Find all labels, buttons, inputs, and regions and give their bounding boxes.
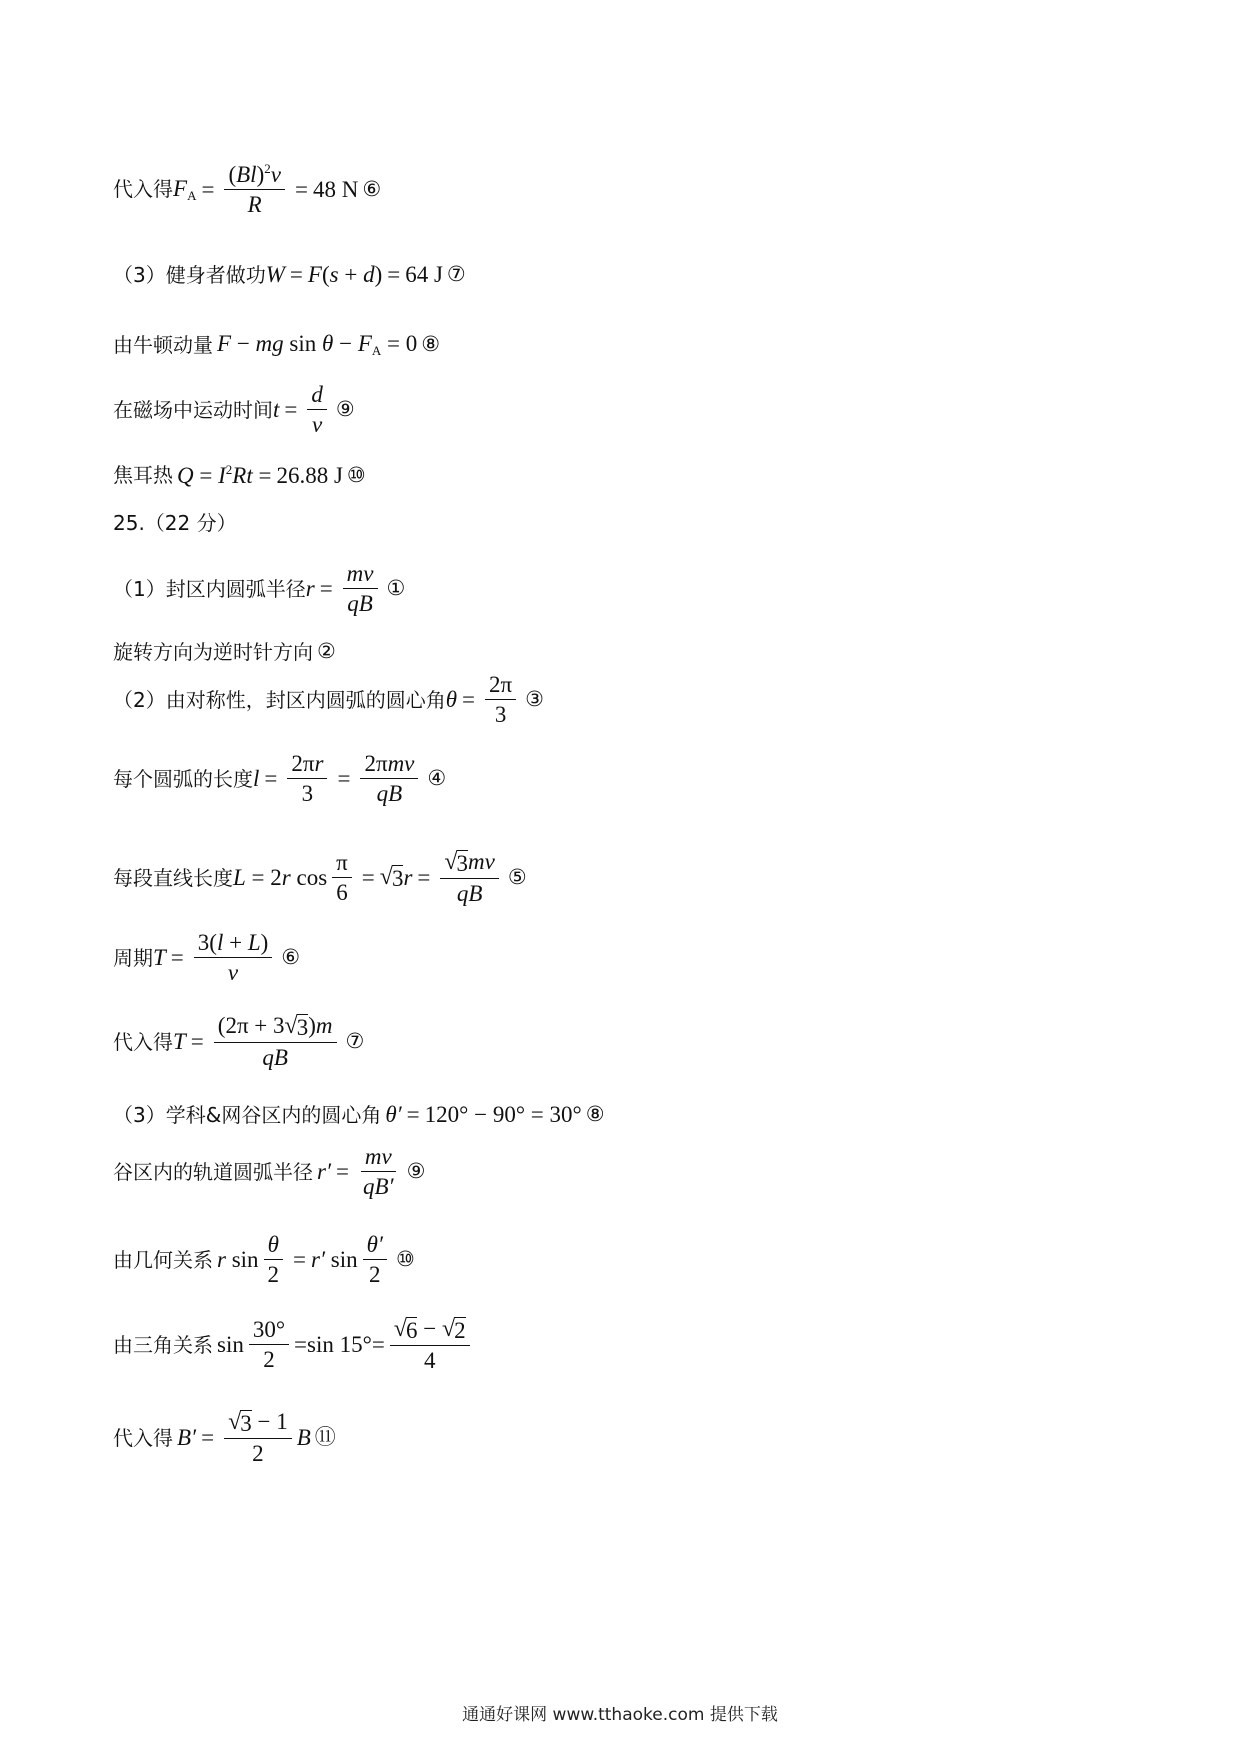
eq-valley-radius: 谷区内的轨道圆弧半径 r′ = $\frac{mv}{qB'}$ ⑨ bbox=[113, 1144, 426, 1199]
eq-time: 在磁场中运动时间 t = $\frac{d}{v}$ ⑨ bbox=[113, 382, 355, 437]
eq-geometry: 由几何关系 r sin $\frac{\theta}{2}$ = r′ sin $\frac{\theta'}{2}$ ⑩ bbox=[113, 1232, 415, 1287]
fraction: $\frac{(Bl)^2v}{R}$ bbox=[224, 162, 285, 216]
rotation-direction: 旋转方向为逆时针方向 ② bbox=[113, 639, 336, 664]
eq-final-b: 代入得 B′ = √ 3 − 1 2 B ⑪ bbox=[113, 1409, 336, 1466]
eq-radius: （1）封区内圆弧半径 r = $\frac{mv}{qB}$ ① bbox=[113, 561, 406, 616]
eq-trig: 由三角关系 sin $\frac{30^\circ}{2}$ = sin 15°= √ 6 − √ 2 4 bbox=[113, 1317, 475, 1372]
question-heading: 25.（22 分） bbox=[113, 511, 237, 535]
eq-work: （3）健身者做功 W = F(s + d) = 64 J ⑦ bbox=[113, 262, 466, 287]
eq-momentum: 由牛顿动量 F − mg $\sin \theta - F_A = 0$ ⑧ bbox=[113, 331, 441, 358]
page-footer: 通通好课网 www.tthaoke.com 提供下载 bbox=[462, 1705, 778, 1725]
eq-period: 周期 T = $\frac{3(l + L)}{v}$ ⑥ bbox=[113, 930, 301, 985]
eq-central-angle: （2）由对称性，封区内圆弧的圆心角 θ = $\frac{2\pi}{3}$ ③ bbox=[113, 672, 544, 727]
eq-ampere-force: 代入得 $F_A$ = $\frac{(Bl)^2v}{R}$ = 48 N ⑥ bbox=[113, 161, 382, 217]
eq-line-length: 每段直线长度 L = 2r cos $\frac{\pi}{6}$ = √ 3 r = √ 3 mv qB ⑤ bbox=[113, 849, 527, 906]
eq-period-result: 代入得 T = (2π + 3 √ 3 )m qB ⑦ bbox=[113, 1013, 365, 1070]
eq-valley-angle: （3）学科&网谷区内的圆心角 θ′ = 120° − 90° = 30° ⑧ bbox=[113, 1102, 605, 1127]
eq-arc-length: 每个圆弧的长度 l = $\frac{2\pi r}{3}$ = $\frac{\text{2πmv}}{qB}$ ④ bbox=[113, 751, 447, 806]
eq-joule-heat: 焦耳热 $Q = I^2Rt$ = 26.88 J ⑩ bbox=[113, 462, 366, 488]
